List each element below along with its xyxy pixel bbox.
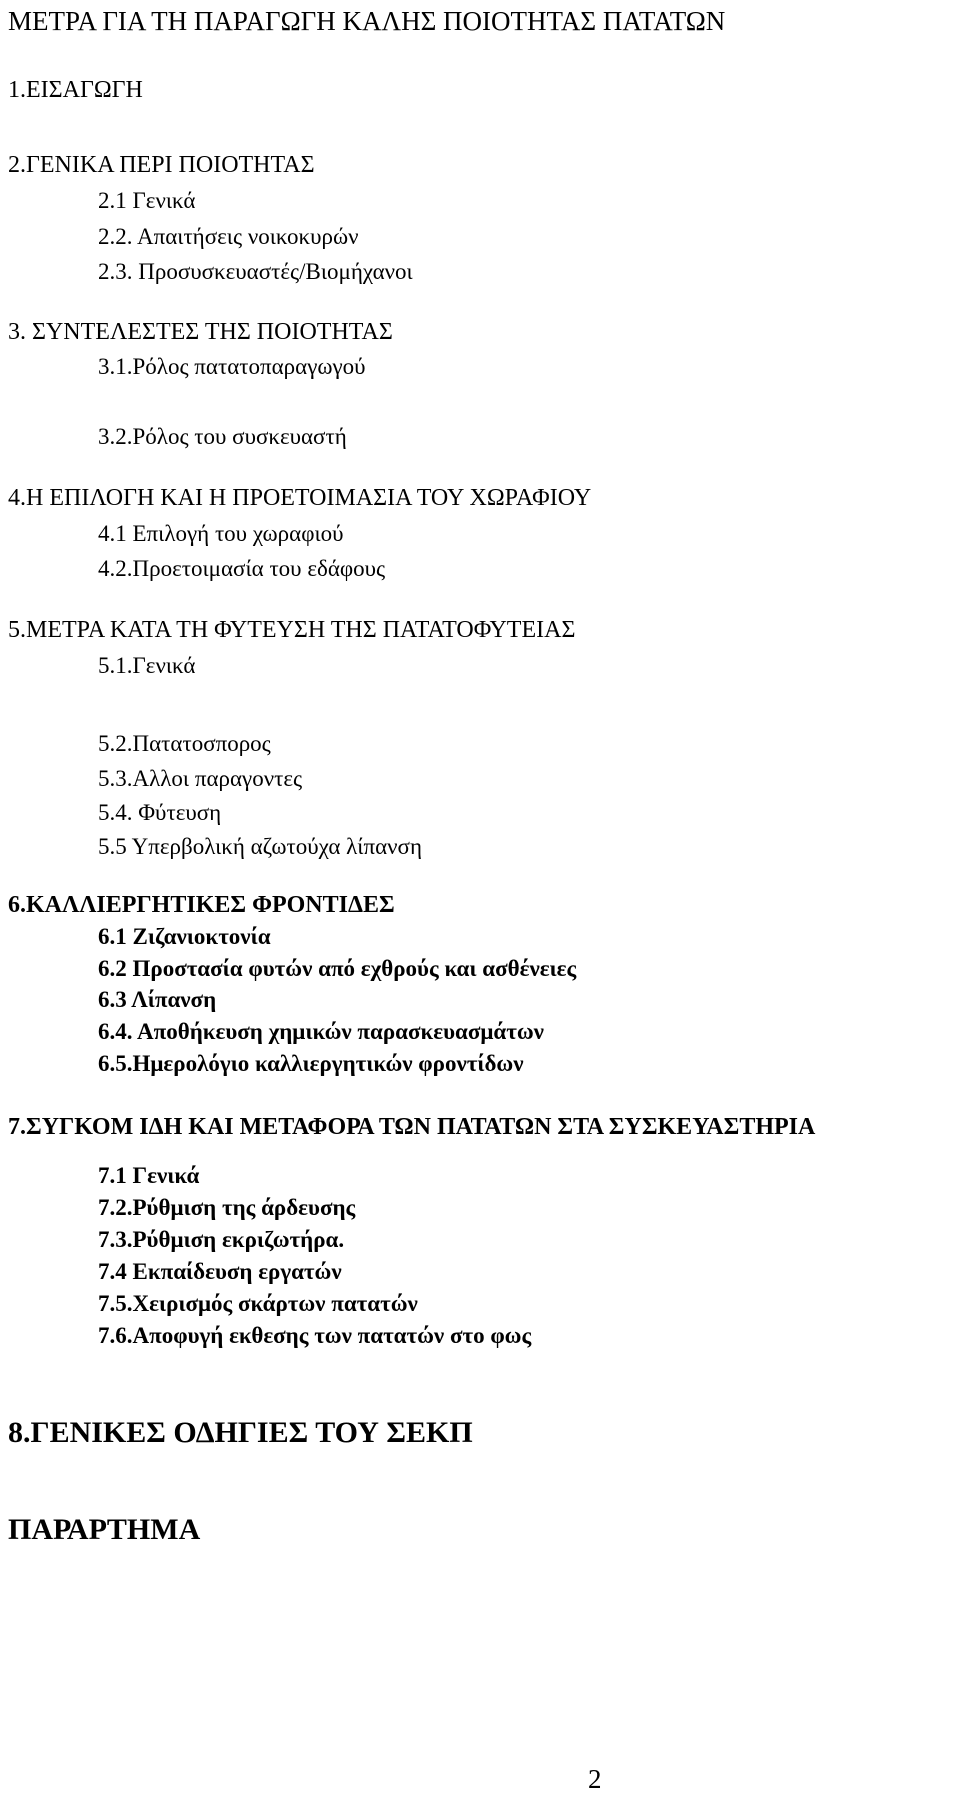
subsection-item: 6.2 Προστασία φυτών από εχθρούς και ασθένειες: [98, 956, 577, 981]
subsection-item: 6.3 Λίπανση: [98, 987, 217, 1012]
subsection-item: 7.6.Αποφυγή εκθεσης των πατατών στο φως: [98, 1323, 532, 1348]
subsection-item: 7.3.Ρύθμιση εκριζωτήρα.: [98, 1227, 345, 1252]
subsection-item: 5.3.Αλλοι παραγοντες: [98, 766, 303, 791]
subsection-item: 5.5 Υπερβολική αζωτούχα λίπανση: [98, 834, 422, 859]
subsection-item: 3.1.Ρόλος πατατοπαραγωγού: [98, 354, 366, 379]
subsection-item: 7.2.Ρύθμιση της άρδευσης: [98, 1195, 356, 1220]
subsection-item: 7.4 Εκπαίδευση εργατών: [98, 1259, 342, 1284]
subsection-item: 4.1 Επιλογή του χωραφιού: [98, 521, 344, 546]
subsection-item: 3.2.Ρόλος του συσκευαστή: [98, 424, 347, 449]
page-number: 2: [588, 1764, 602, 1794]
subsection-item: 4.2.Προετοιμασία του εδάφους: [98, 556, 386, 581]
subsection-item: 6.4. Αποθήκευση χημικών παρασκευασμάτων: [98, 1019, 544, 1044]
section-heading: 7.ΣΥΓΚΟΜ ΙΔΗ ΚΑΙ ΜΕΤΑΦΟΡΑ ΤΩΝ ΠΑΤΑΤΩΝ ΣΤΑ ΣΥΣΚΕΥΑΣΤΗΡΙΑ: [8, 1114, 816, 1140]
section-heading: 3. ΣΥΝΤΕΛΕΣΤΕΣ ΤΗΣ ΠΟΙΟΤΗΤΑΣ: [8, 319, 393, 345]
subsection-item: 6.5.Ημερολόγιο καλλιεργητικών φροντίδων: [98, 1051, 524, 1076]
subsection-item: 5.4. Φύτευση: [98, 800, 222, 825]
subsection-item: 6.1 Ζιζανιοκτονία: [98, 924, 271, 949]
document-title: ΜΕΤΡΑ ΓΙΑ ΤΗ ΠΑΡΑΓΩΓΗ ΚΑΛΗΣ ΠΟΙΟΤΗΤΑΣ ΠΑΤΑΤΩΝ: [8, 6, 726, 36]
section-heading: 6.ΚΑΛΛΙΕΡΓΗΤΙΚΕΣ ΦΡΟΝΤΙΔΕΣ: [8, 892, 395, 918]
subsection-item: 5.1.Γενικά: [98, 653, 196, 678]
appendix-heading: ΠΑΡΑΡΤΗΜΑ: [8, 1513, 201, 1546]
subsection-item: 7.1 Γενικά: [98, 1163, 200, 1188]
section-heading: 5.ΜΕΤΡΑ ΚΑΤΑ ΤΗ ΦΥΤΕΥΣΗ ΤΗΣ ΠΑΤΑΤΟΦΥΤΕΙΑΣ: [8, 617, 576, 643]
subsection-item: 2.3. Προσυσκευαστές/Βιομήχανοι: [98, 259, 413, 284]
section-heading: 1.ΕΙΣΑΓΩΓΗ: [8, 77, 143, 103]
section-heading: 8.ΓΕΝΙΚΕΣ ΟΔΗΓΙΕΣ ΤΟΥ ΣΕΚΠ: [8, 1416, 473, 1449]
section-heading: 2.ΓΕΝΙΚΑ ΠΕΡΙ ΠΟΙΟΤΗΤΑΣ: [8, 152, 315, 178]
subsection-item: 2.1 Γενικά: [98, 188, 196, 213]
subsection-item: 2.2. Απαιτήσεις νοικοκυρών: [98, 224, 359, 249]
subsection-item: 7.5.Χειρισμός σκάρτων πατατών: [98, 1291, 418, 1316]
subsection-item: 5.2.Πατατοσπορος: [98, 731, 271, 756]
section-heading: 4.Η ΕΠΙΛΟΓΗ ΚΑΙ Η ΠΡΟΕΤΟΙΜΑΣΙΑ ΤΟΥ ΧΩΡΑΦΙΟΥ: [8, 485, 592, 511]
